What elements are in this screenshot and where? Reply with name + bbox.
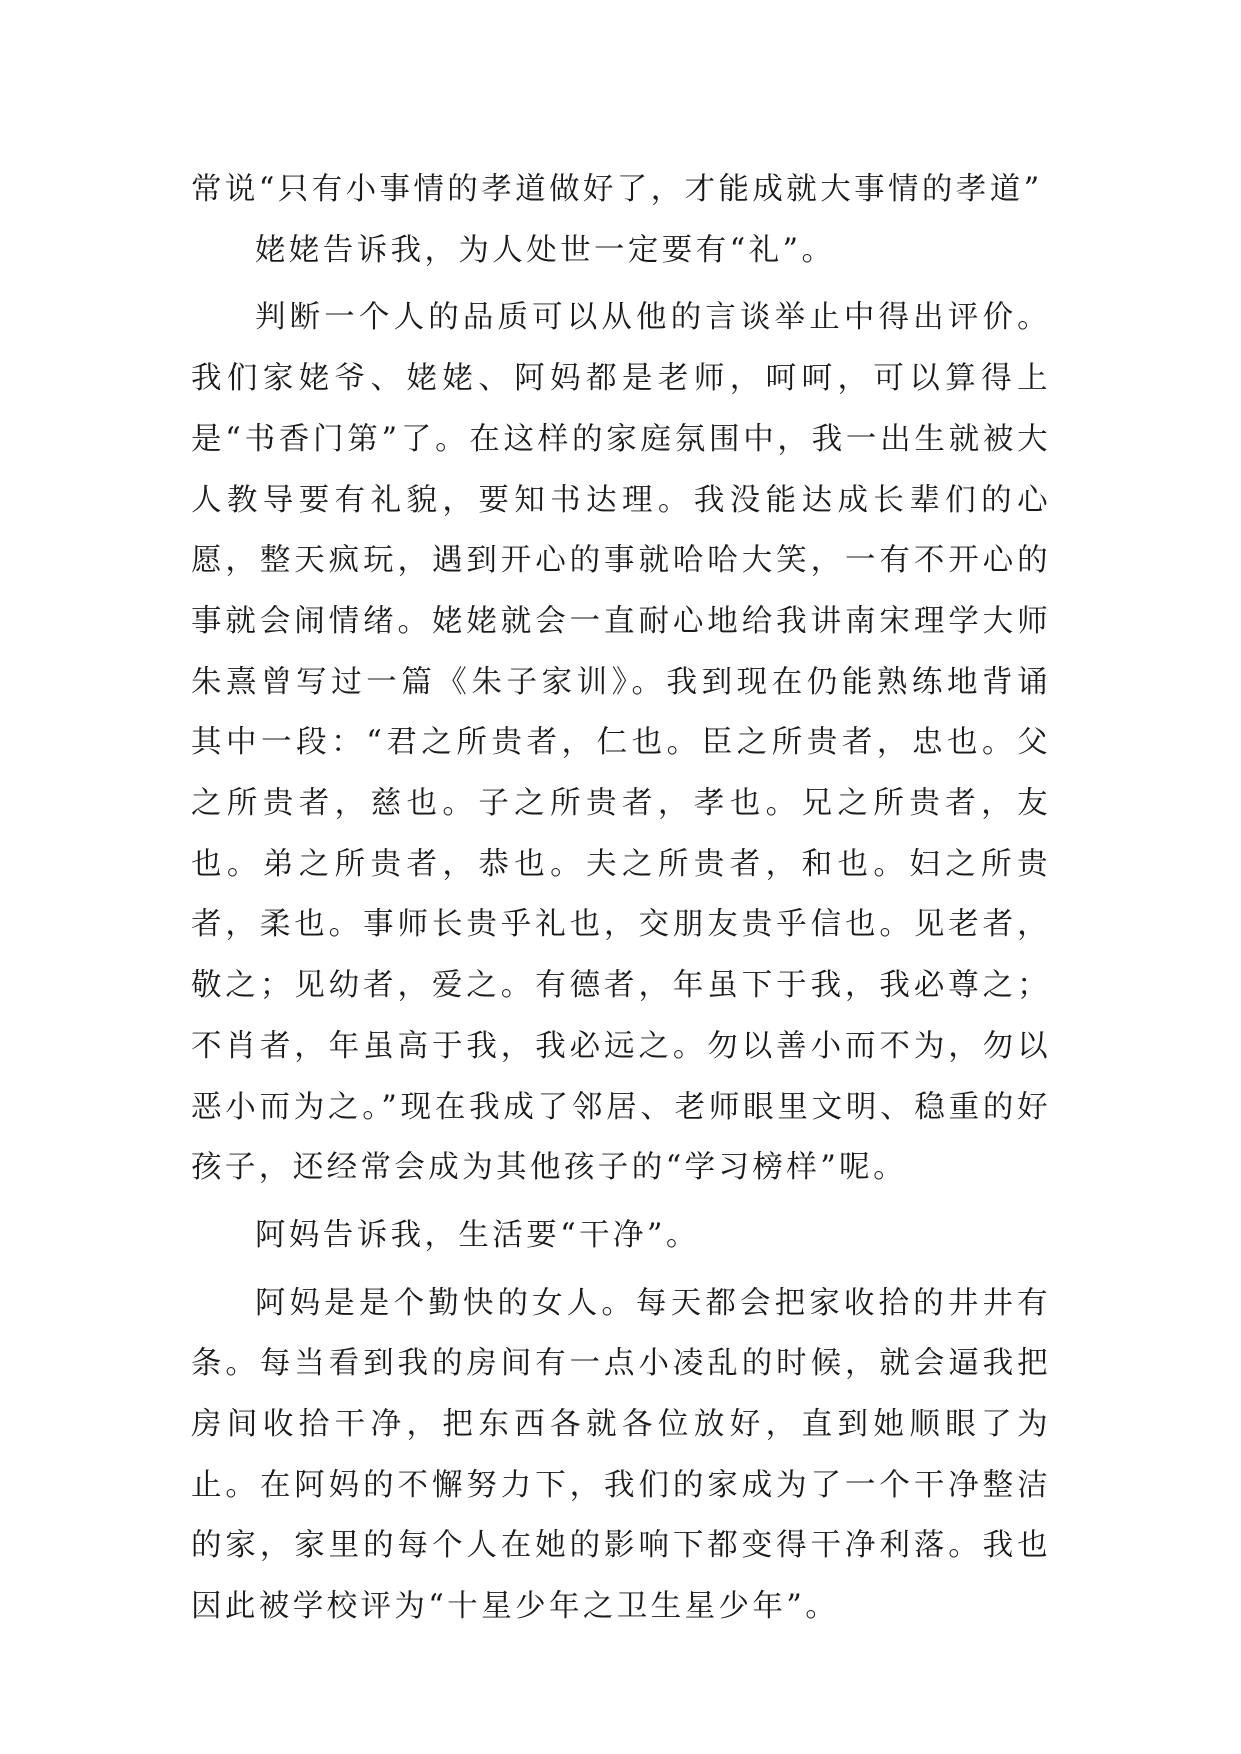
paragraph-heading-ganjing: 阿妈告诉我，生活要“干净”。 — [255, 1217, 700, 1253]
paragraph-li-body: 判断一个人的品质可以从他的言谈举止中得出评价。我们家姥爷、姥姥、阿妈都是老师，呵呵，可以算得上是“书香门第”了。在这样的家庭氛围中，我一出生就被大人教导要有礼貌，要知书达理。我没能达成长辈们的心愿，整天疯玩，遇到开心的事就哈哈大笑，一有不开心的事就会闹情绪。姥姥就会一直耐心地给我讲南宋理学大师朱熹曾写过一篇《朱子家训》。我到现在仍能熟练地背诵其中一段：“君之所贵者，仁也。臣之所贵者，忠也。父之所贵者，慈也。子之所贵者，孝也。兄之所贵者，友也。弟之所贵者，恭也。夫之所贵者，和也。妇之所贵者，柔也。事师长贵乎礼也，交朋友贵乎信也。见老者，敬之；见幼者，爱之。有德者，年虽下于我，我必尊之；不肖者，年虽高于我，我必远之。勿以善小而不为，勿以恶小而为之。”现在我成了邻居、老师眼里文明、稳重的好孩子，还经常会成为其他孩子的“学习榜样”呢。 — [191, 300, 1051, 1186]
document-body — [191, 160, 1051, 1638]
paragraph-heading-li: 姥姥告诉我，为人处世一定要有“礼”。 — [255, 232, 836, 268]
paragraph-continuation: 常说“只有小事情的孝道做好了，才能成就大事情的孝道” — [191, 172, 1043, 207]
paragraph-ganjing-body: 阿妈是是个勤快的女人。每天都会把家收拾的井井有条。每当看到我的房间有一点小凌乱的时候，就会逼我把房间收拾干净，把东西各就各位放好，直到她顺眼了为止。在阿妈的不懈努力下，我们的家成为了一个干净整洁的家，家里的每个人在她的影响下都变得干净利落。我也因此被学校评为“十星少年之卫生星少年”。 — [191, 1285, 1051, 1625]
